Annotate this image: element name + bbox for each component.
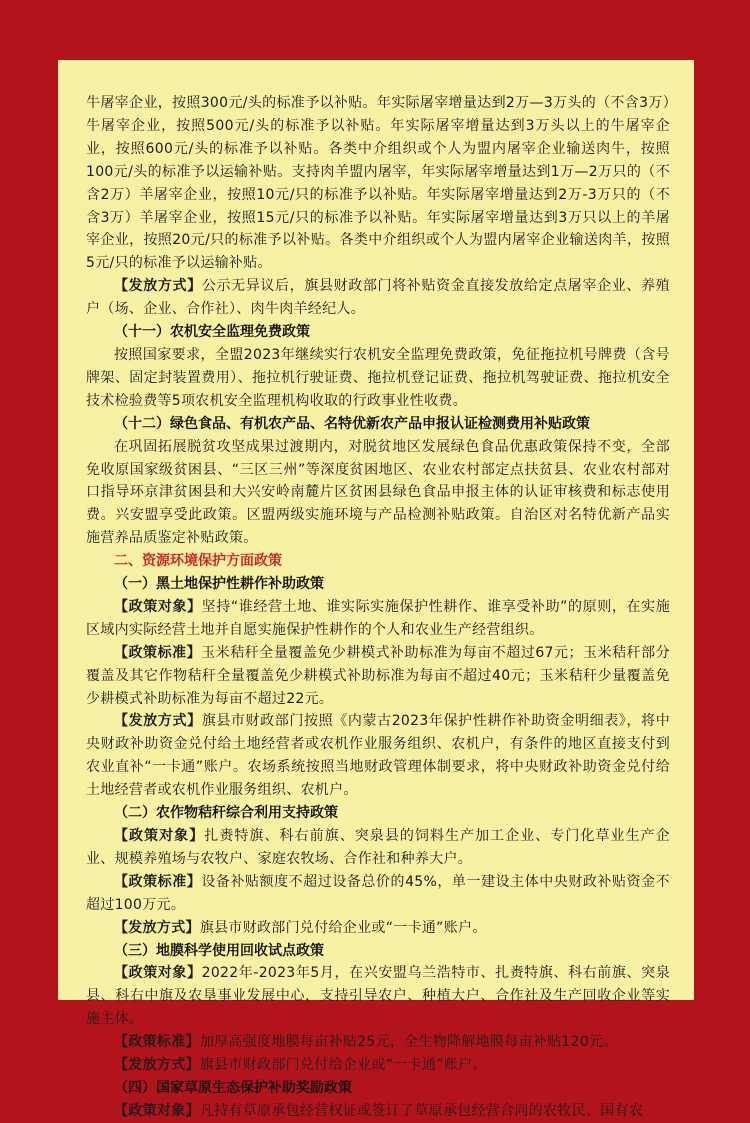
paragraph bbox=[86, 1054, 670, 1077]
field-label: 【政策标准】 bbox=[114, 873, 202, 890]
field-label: 【发放方式】 bbox=[114, 713, 202, 730]
section-heading: （十一）农机安全监理免费政策 bbox=[114, 324, 310, 341]
field-label: 【政策对象】 bbox=[114, 1102, 200, 1119]
field-text: 玉米秸秆全量覆盖免少耕模式补助标准为每亩不超过67元；玉米秸秆部分覆盖及其它作物秸秆全量覆盖免少耕模式补助标准为每亩不超过40元；玉米秸秆少量覆盖免少耕模式补助标准为每亩不超过22元。 bbox=[86, 644, 670, 707]
paragraph bbox=[86, 1100, 670, 1123]
field-label: 【发放方式】 bbox=[114, 1057, 200, 1074]
field-label: 【政策对象】 bbox=[114, 965, 202, 982]
chapter-heading: 二、资源环境保护方面政策 bbox=[114, 553, 282, 570]
field-label: 【政策标准】 bbox=[114, 1034, 200, 1051]
field-label: 【政策对象】 bbox=[114, 598, 202, 615]
field-text: 加厚高强度地膜每亩补贴25元，全生物降解地膜每亩补贴120元。 bbox=[199, 1034, 618, 1051]
field-text: 2022年-2023年5月，在兴安盟乌兰浩特市、扎赉特旗、科右前旗、突泉县、科右中旗及农垦事业发展中心，支持引导农户、种植大户、合作社及生产回收企业等实施主体。 bbox=[86, 965, 671, 1028]
section-heading: （四）国家草原生态保护补助奖励政策 bbox=[114, 1079, 352, 1096]
field-text: 坚持“谁经营土地、谁实际实施保护性耕作、谁享受补助”的原则，在实施区域内实际经营土地并自愿实施保护性耕作的个人和农业生产经营组织。 bbox=[86, 598, 670, 638]
field-label: 【发放方式】 bbox=[114, 919, 200, 936]
paragraph bbox=[86, 871, 670, 917]
section-heading: （二）农作物秸秆综合利用支持政策 bbox=[114, 805, 338, 822]
section-heading: （一）黑土地保护性耕作补助政策 bbox=[114, 576, 324, 593]
field-text: 设备补贴额度不超过设备总价的45%，单一建设主体中央财政补贴资金不超过100万元。 bbox=[86, 873, 670, 913]
field-text: 旗县市财政部门兑付给企业或“一卡通”账户。 bbox=[199, 1057, 487, 1074]
paragraph bbox=[86, 962, 670, 1031]
field-text: 凡持有草原承包经营权证或签订了草原承包经营合同的农牧民、国有农 bbox=[199, 1102, 644, 1119]
paragraph bbox=[86, 642, 670, 711]
field-label: 【发放方式】 bbox=[114, 278, 202, 295]
field-text: 旗县市财政部门按照《内蒙古2023年保护性耕作补助资金明细表》，将中央财政补助资金兑付给土地经营者或农机作业服务组织、农机户，有条件的地区直接支付到农业直补“一卡通”账户。农场系统按照当地财政管理体制要求，将中央财政补助资金兑付给土地经营者或农机作业服务组织、农机户。 bbox=[86, 713, 670, 799]
paragraph bbox=[86, 1031, 670, 1054]
paragraph: 在巩固拓展脱贫攻坚成果过渡期内，对脱贫地区发展绿色食品优惠政策保持不变，全部免收原国家级贫困县、“三区三州”等深度贫困地区、农业农村部定点扶贫县、农业农村部对口指导环京津贫困县和大兴安岭南麓片区贫困县绿色食品申报主体的认证审核费和标志使用费。兴安盟享受此政策。区盟两级实施环境与产品检测补贴政策。自治区对名特优新产品实施营养品质鉴定补贴政策。 bbox=[86, 438, 670, 547]
paragraph bbox=[86, 825, 670, 871]
document-page bbox=[58, 60, 694, 1119]
paragraph bbox=[86, 275, 670, 321]
paragraph: 按照国家要求，全盟2023年继续实行农机安全监理免费政策，免征拖拉机号牌费（含号牌架、固定封装置费用）、拖拉机行驶证费、拖拉机登记证费、拖拉机驾驶证费、拖拉机安全技术检验费等5项农机安全监理机构收取的行政事业性收费。 bbox=[86, 346, 670, 409]
paragraph bbox=[86, 917, 670, 940]
field-text: 扎赉特旗、科右前旗、突泉县的饲料生产加工企业、专门化草业生产企业、规模养殖场与农牧户、家庭农牧场、合作社和种养大户。 bbox=[86, 828, 670, 867]
section-heading: （三）地膜科学使用回收试点政策 bbox=[114, 942, 324, 959]
paragraph: 牛屠宰企业，按照300元/头的标准予以补贴。年实际屠宰增量达到2万—3万头的（不含3万）牛屠宰企业，按照500元/头的标准予以补贴。年实际屠宰增量达到3万头以上的牛屠宰企业，按照600元/头的标准予以补贴。各类中介组织或个人为盟内屠宰企业输送肉牛，按照100元/头的标准予以运输补贴。支持肉羊盟内屠宰，年实际屠宰增量达到1万—2万只的（不含2万）羊屠宰企业，按照10元/只的标准予以补贴。年实际屠宰增量达到2万-3万只的（不含3万）羊屠宰企业，按照15元/只的标准予以补贴。年实际屠宰增量达到3万只以上的羊屠宰企业，按照20元/只的标准予以补贴。各类中介组织或个人为盟内屠宰企业输送肉羊，按照5元/只的标准予以运输补贴。 bbox=[86, 95, 670, 272]
field-text: 旗县市财政部门兑付给企业或“一卡通”账户。 bbox=[199, 919, 487, 936]
section-heading: （十二）绿色食品、有机农产品、名特优新农产品申报认证检测费用补贴政策 bbox=[114, 415, 590, 432]
field-label: 【政策对象】 bbox=[114, 828, 205, 844]
field-text: 公示无异议后，旗县财政部门将补贴资金直接发放给定点屠宰企业、养殖户（场、企业、合作社）、肉牛肉羊经纪人。 bbox=[86, 278, 670, 318]
paragraph bbox=[86, 710, 670, 802]
paragraph bbox=[86, 596, 670, 642]
field-label: 【政策标准】 bbox=[114, 644, 202, 661]
